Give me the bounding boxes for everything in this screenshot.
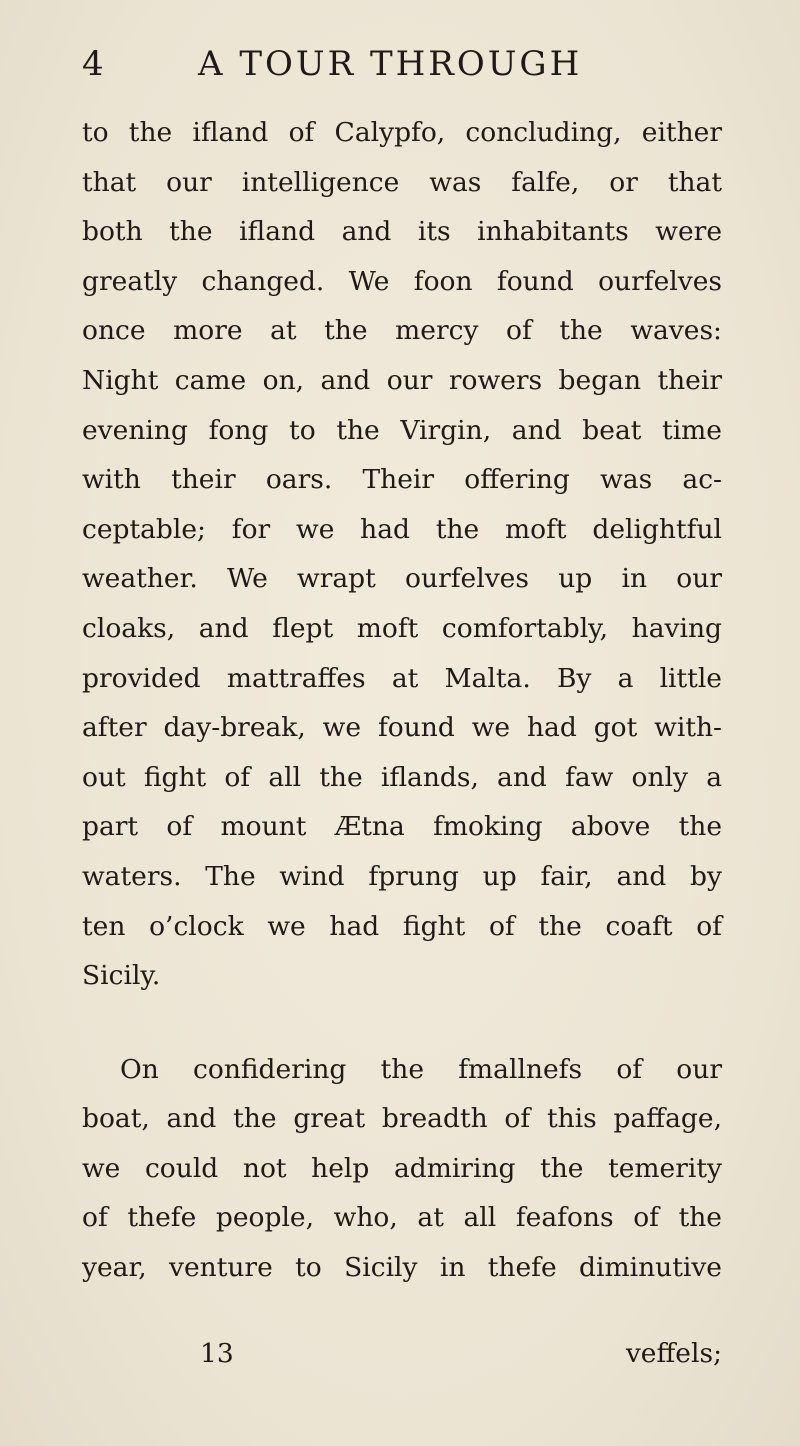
text-line: waters. The wind fprung up fair, and by — [82, 860, 722, 892]
text-line: Sicily. — [82, 960, 161, 992]
text-line: greatly changed. We foon found ourfelves — [82, 265, 722, 297]
text-line: to the ifland of Calypfo, concluding, either — [82, 117, 722, 148]
text-line: cloaks, and flept moft comfortably, having — [82, 612, 722, 644]
text-line: after day-break, we found we had got with- — [82, 712, 722, 744]
running-head: A TOUR THROUGH — [198, 44, 583, 84]
text-line: of thefe people, who, at all feafons of the — [82, 1202, 722, 1234]
text-line: evening fong to the Virgin, and beat time — [82, 414, 722, 446]
text-line: boat, and the great breadth of this paffage, — [82, 1103, 722, 1135]
text-line: Night came on, and our rowers began their — [82, 364, 722, 396]
text-line: we could not help admiring the temerity — [82, 1152, 722, 1184]
signature-mark: 13 — [200, 1338, 234, 1369]
text-line: provided mattraffes at Malta. By a little — [82, 662, 722, 694]
text-line: part of mount Ætna fmoking above the — [82, 811, 722, 843]
text-line: once more at the mercy of the waves: — [82, 315, 722, 347]
page-header — [82, 40, 722, 100]
text-line: with their oars. Their offering was ac- — [82, 464, 722, 496]
paragraph-2 — [82, 1045, 722, 1293]
paragraph-1 — [82, 108, 722, 1001]
paragraph-gap — [82, 1001, 722, 1045]
text-line: On confidering the fmallnefs of our — [120, 1053, 722, 1085]
text-line: ceptable; for we had the moft delightful — [82, 513, 722, 545]
catchword: veffels; — [625, 1338, 722, 1369]
page-number: 4 — [82, 44, 104, 84]
text-line: that our intelligence was falfe, or that — [82, 166, 722, 198]
text-line: year, venture to Sicily in thefe diminutive — [82, 1252, 722, 1284]
text-line: ten o’clock we had fight of the coaft of — [82, 910, 722, 942]
page-footer — [82, 1332, 722, 1376]
text-line: both the ifland and its inhabitants were — [82, 216, 722, 248]
body-text — [82, 108, 722, 1293]
text-line: weather. We wrapt ourfelves up in our — [82, 563, 722, 595]
text-line: out fight of all the iflands, and faw only a — [82, 761, 722, 793]
